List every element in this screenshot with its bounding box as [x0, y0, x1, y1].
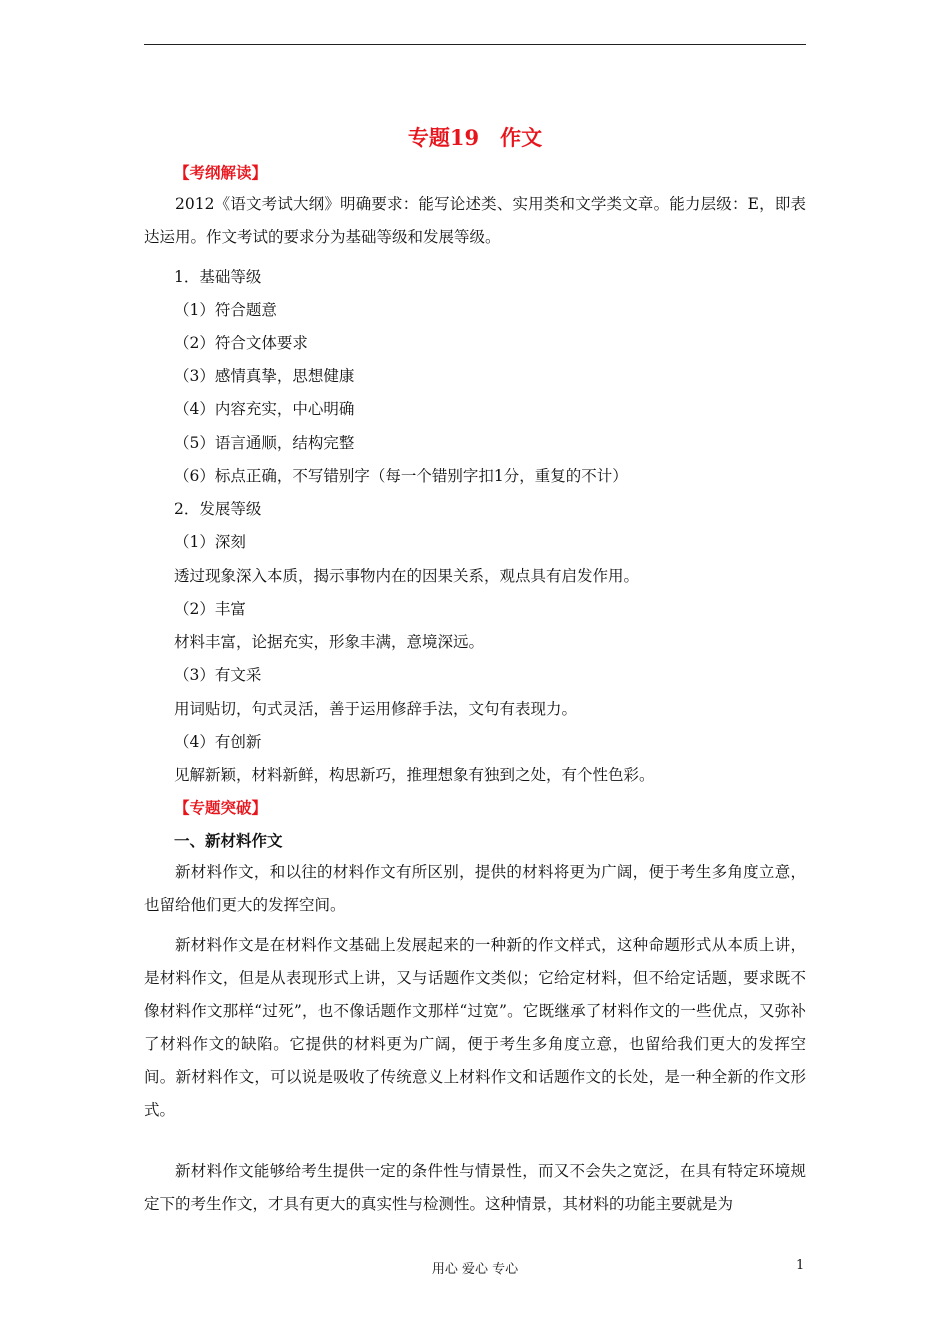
basic-item: （3）感情真挚，思想健康 — [174, 367, 355, 385]
intro-paragraph: 2012《语文考试大纲》明确要求：能写论述类、实用类和文学类文章。能力层级：E，即表达运用。作文考试的要求分为基础等级和发展等级。 — [144, 195, 806, 246]
dev-item-title: （1）深刻 — [174, 533, 246, 551]
subsection-heading: 一、新材料作文 — [174, 831, 283, 850]
dev-item-title: （4）有创新 — [174, 733, 262, 751]
basic-item: （6）标点正确，不写错别字（每一个错别字扣1分，重复的不计） — [174, 467, 628, 485]
dev-item-desc: 材料丰富，论据充实，形象丰满，意境深远。 — [174, 633, 485, 651]
dev-level-heading: 2．发展等级 — [174, 500, 262, 518]
dev-item-title: （3）有文采 — [174, 666, 262, 684]
body-paragraph: 新材料作文，和以往的材料作文有所区别，提供的材料将更为广阔，便于考生多角度立意，也留给他们更大的发挥空间。 — [144, 863, 806, 914]
dev-item-desc: 见解新颖，材料新鲜，构思新巧，推理想象有独到之处，有个性色彩。 — [174, 766, 655, 784]
footer-motto: 用心 爱心 专心 — [431, 1262, 519, 1277]
basic-item: （2）符合文体要求 — [174, 334, 308, 352]
dev-item-desc: 用词贴切，句式灵活，善于运用修辞手法，文句有表现力。 — [174, 700, 578, 718]
basic-item: （4）内容充实，中心明确 — [174, 400, 355, 418]
basic-item: （1）符合题意 — [174, 301, 277, 319]
page-number: 1 — [796, 1258, 805, 1273]
body-paragraph: 新材料作文能够给考生提供一定的条件性与情景性，而又不会失之宽泛，在具有特定环境规定下的考生作文，才具有更大的真实性与检测性。这种情景，其材料的功能主要就是为 — [144, 1162, 806, 1213]
dev-item-desc: 透过现象深入本质，揭示事物内在的因果关系，观点具有启发作用。 — [174, 567, 640, 585]
section-heading-outline: 【考纲解读】 — [174, 163, 268, 182]
header-rule — [144, 44, 806, 45]
section-heading-breakthrough: 【专题突破】 — [174, 798, 268, 817]
basic-level-heading: 1．基础等级 — [174, 268, 262, 286]
dev-item-title: （2）丰富 — [174, 600, 246, 618]
basic-item: （5）语言通顺，结构完整 — [174, 434, 355, 452]
body-paragraph: 新材料作文是在材料作文基础上发展起来的一种新的作文样式，这种命题形式从本质上讲，是材料作文，但是从表现形式上讲，又与话题作文类似；它给定材料，但不给定话题，要求既不像材料作文那样“过死”，也不像话题作文那样“过宽”。它既继承了材料作文的一些优点，又弥补了材料作文的缺陷。它提供的材料更为广阔，便于考生多角度立意，也留给我们更大的发挥空间。新材料作文，可以说是吸收了传统意义上材料作文和话题作文的长处，是一种全新的作文形式。 — [144, 936, 806, 1119]
page-title: 专题19 作文 — [407, 125, 543, 150]
